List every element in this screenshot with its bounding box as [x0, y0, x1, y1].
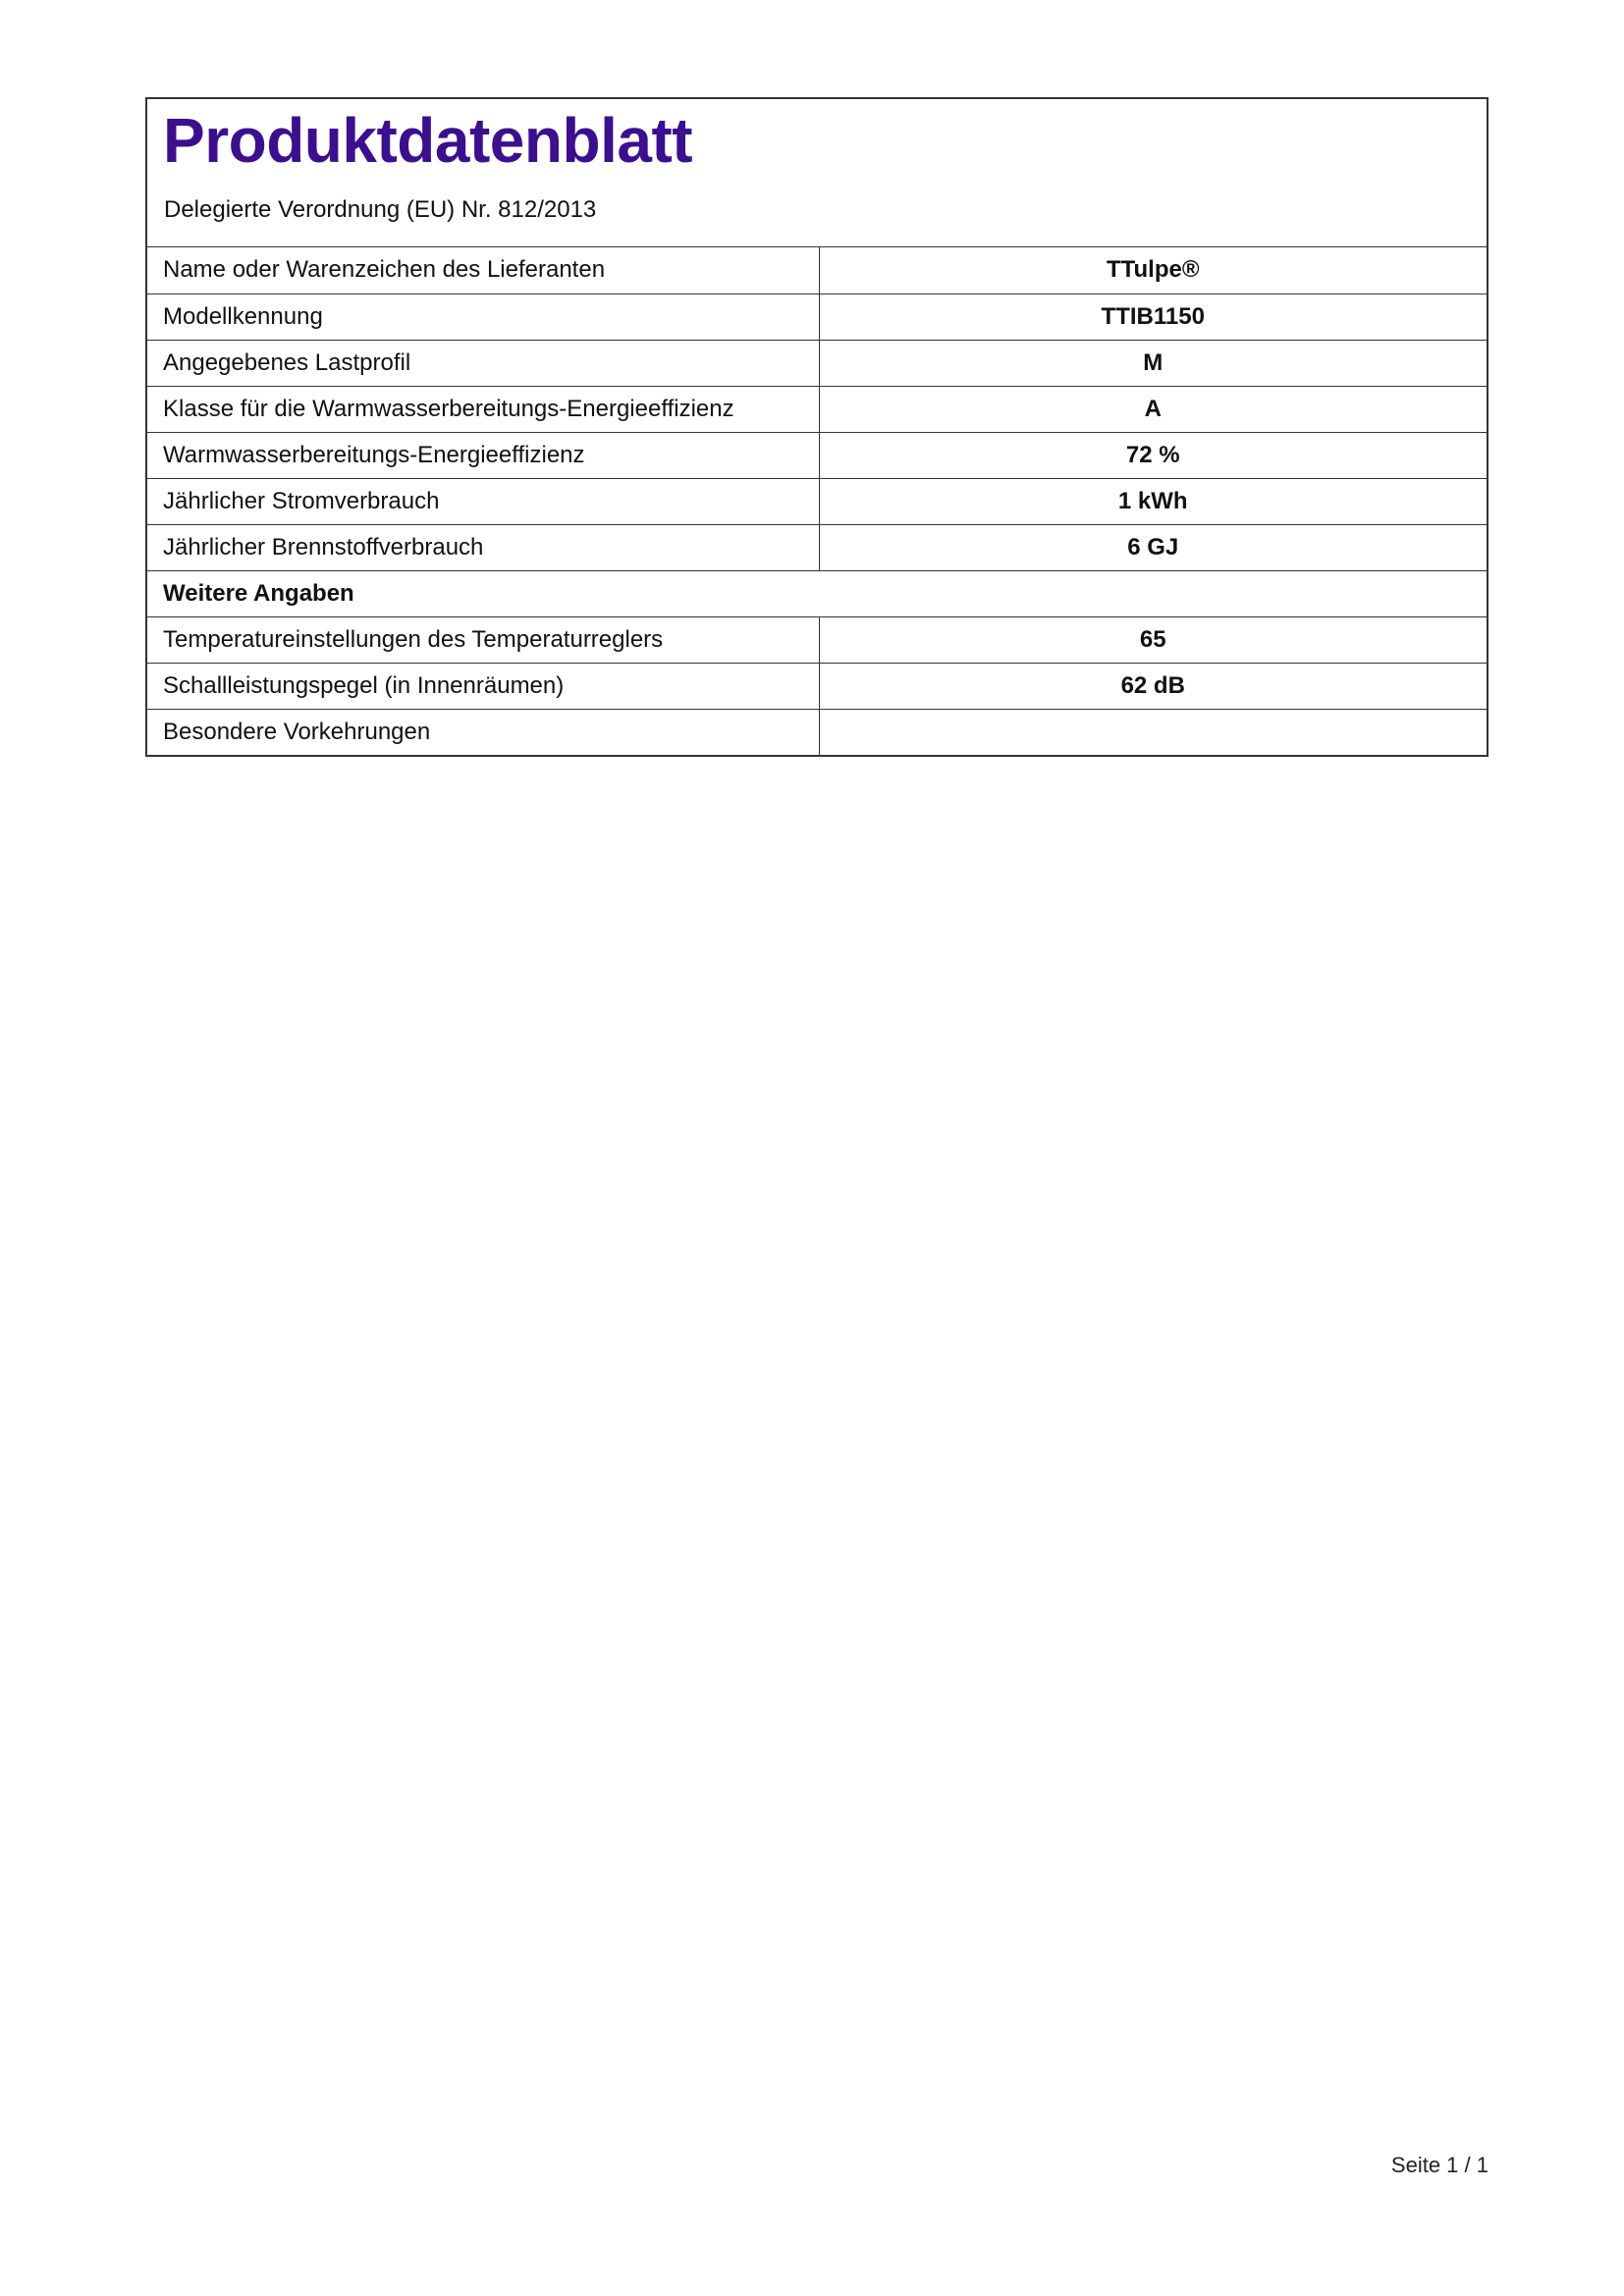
- data-sheet: [145, 97, 1489, 757]
- row-label: Angegebenes Lastprofil: [147, 340, 819, 386]
- section-heading: Weitere Angaben: [147, 570, 1487, 616]
- product-data-table: [147, 247, 1487, 755]
- page-title: Produktdatenblatt: [163, 105, 693, 176]
- row-label: Jährlicher Brennstoffverbrauch: [147, 524, 819, 570]
- row-value: TTulpe®: [1106, 256, 1200, 284]
- row-label: Name oder Warenzeichen des Lieferanten: [147, 247, 819, 294]
- row-label: Modellkennung: [147, 294, 819, 340]
- row-label: Klasse für die Warmwasserbereitungs-Energieeffizienz: [147, 386, 819, 432]
- row-label: Jährlicher Stromverbrauch: [147, 478, 819, 524]
- table-row: [147, 386, 1487, 432]
- row-value: A: [819, 386, 1487, 432]
- table-row: [147, 478, 1487, 524]
- table-row: [147, 340, 1487, 386]
- table-row: [147, 663, 1487, 709]
- row-value: 72 %: [819, 432, 1487, 478]
- row-label: Warmwasserbereitungs-Energieeffizienz: [147, 432, 819, 478]
- row-label: Temperatureinstellungen des Temperaturreglers: [147, 616, 819, 663]
- row-value: [819, 709, 1487, 755]
- row-value: 1 kWh: [819, 478, 1487, 524]
- table-row: [147, 616, 1487, 663]
- row-label: Schallleistungspegel (in Innenräumen): [147, 663, 819, 709]
- row-value: 62 dB: [819, 663, 1487, 709]
- table-row: [147, 709, 1487, 755]
- row-value: M: [819, 340, 1487, 386]
- table-row: [147, 294, 1487, 340]
- row-value: 6 GJ: [819, 524, 1487, 570]
- table-row: [147, 524, 1487, 570]
- table-row: [147, 432, 1487, 478]
- page-number: Seite 1 / 1: [1390, 2153, 1489, 2177]
- row-value: 65: [819, 616, 1487, 663]
- table-row: [147, 247, 1487, 294]
- section-row: [147, 570, 1487, 616]
- row-label: Besondere Vorkehrungen: [147, 709, 819, 755]
- sheet-header: [147, 99, 1487, 247]
- row-value: TTIB1150: [819, 294, 1487, 340]
- regulation-subtitle: Delegierte Verordnung (EU) Nr. 812/2013: [164, 196, 597, 223]
